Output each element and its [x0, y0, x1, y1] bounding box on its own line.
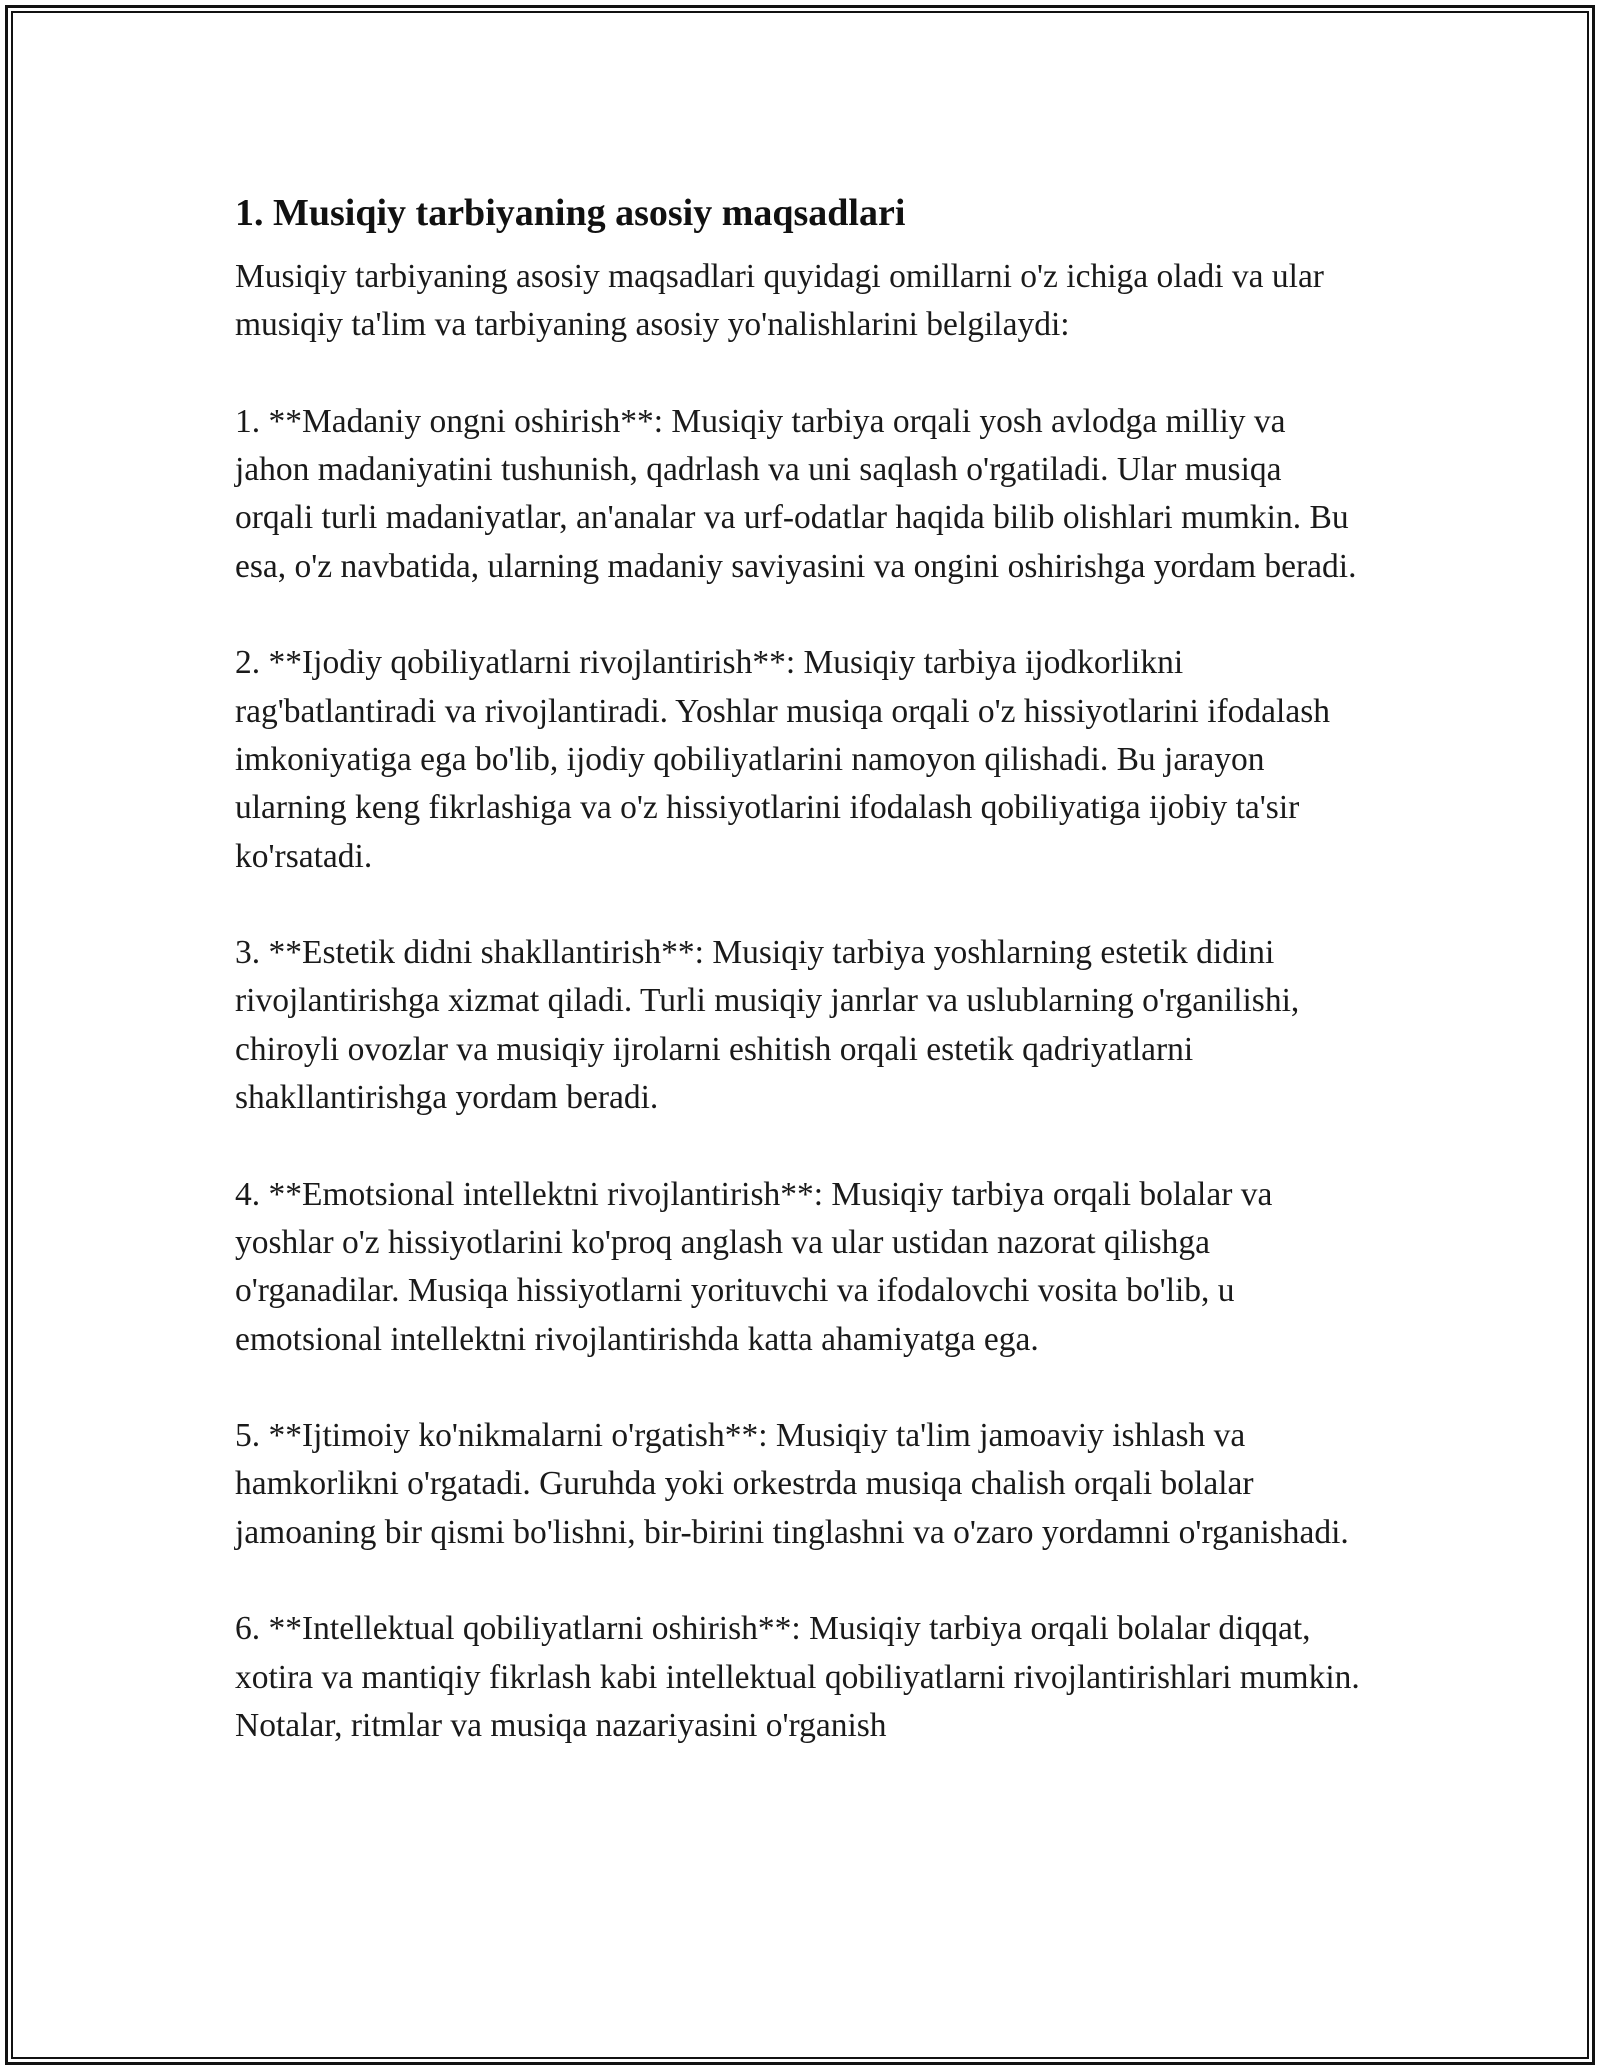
list-item: 1. **Madaniy ongni oshirish**: Musiqiy tarbiya orqali yosh avlodga milliy va jahon madaniyatini tushunish, qadrlash va uni saqlash o'rgatiladi. Ular musiqa orqali turli madaniyatlar, an'analar va urf-odatlar haqida bilib olishlari mumkin. Bu esa, o'z navbatida, ularning madaniy saviyasini va ongini oshirishga yordam beradi. [235, 402, 1357, 585]
document-body [235, 185, 1365, 1799]
intro-paragraph: Musiqiy tarbiyaning asosiy maqsadlari quyidagi omillarni o'z ichiga oladi va ular musiqiy ta'lim va tarbiyaning asosiy yo'nalishlarini belgilaydi: [235, 258, 1324, 344]
section-heading: 1. Musiqiy tarbiyaning asosiy maqsadlari [235, 192, 906, 234]
list-item: 3. **Estetik didni shakllantirish**: Musiqiy tarbiya yoshlarning estetik didini rivojlantirishga xizmat qiladi. Turli musiqiy janrlar va uslublarning o'rganilishi, chiroyli ovozlar va musiqiy ijrolarni eshitish orqali estetik qadriyatlarni shakllantirishga yordam beradi. [235, 934, 1300, 1117]
list-item: 4. **Emotsional intellektni rivojlantirish**: Musiqiy tarbiya orqali bolalar va yoshlar o'z hissiyotlarini ko'proq anglash va ular ustidan nazorat qilishga o'rganadilar. Musiqa hissiyotlarni yorituvchi va ifodalovchi vosita bo'lib, u emotsional intellektni rivojlantirishda katta ahamiyatga ega. [235, 1175, 1273, 1358]
list-item: 2. **Ijodiy qobiliyatlarni rivojlantirish**: Musiqiy tarbiya ijodkorlikni rag'batlantiradi va rivojlantiradi. Yoshlar musiqa orqali o'z hissiyotlarini ifodalash imkoniyatiga ega bo'lib, ijodiy qobiliyatlarini namoyon qilishadi. Bu jarayon ularning keng fikrlashiga va o'z hissiyotlarini ifodalash qobiliyatiga ijobiy ta'sir ko'rsatadi. [235, 644, 1331, 875]
list-item: 5. **Ijtimoiy ko'nikmalarni o'rgatish**: Musiqiy ta'lim jamoaviy ishlash va hamkorlikni o'rgatadi. Guruhda yoki orkestrda musiqa chalish orqali bolalar jamoaning bir qismi bo'lishni, bir-birini tinglashni va o'zaro yordamni o'rganishadi. [235, 1417, 1349, 1551]
list-item: 6. **Intellektual qobiliyatlarni oshirish**: Musiqiy tarbiya orqali bolalar diqqat, xotira va mantiqiy fikrlash kabi intellektual qobiliyatlarni rivojlantirishlari mumkin. Notalar, ritmlar va musiqa nazariyasini o'rganish [235, 1610, 1360, 1744]
